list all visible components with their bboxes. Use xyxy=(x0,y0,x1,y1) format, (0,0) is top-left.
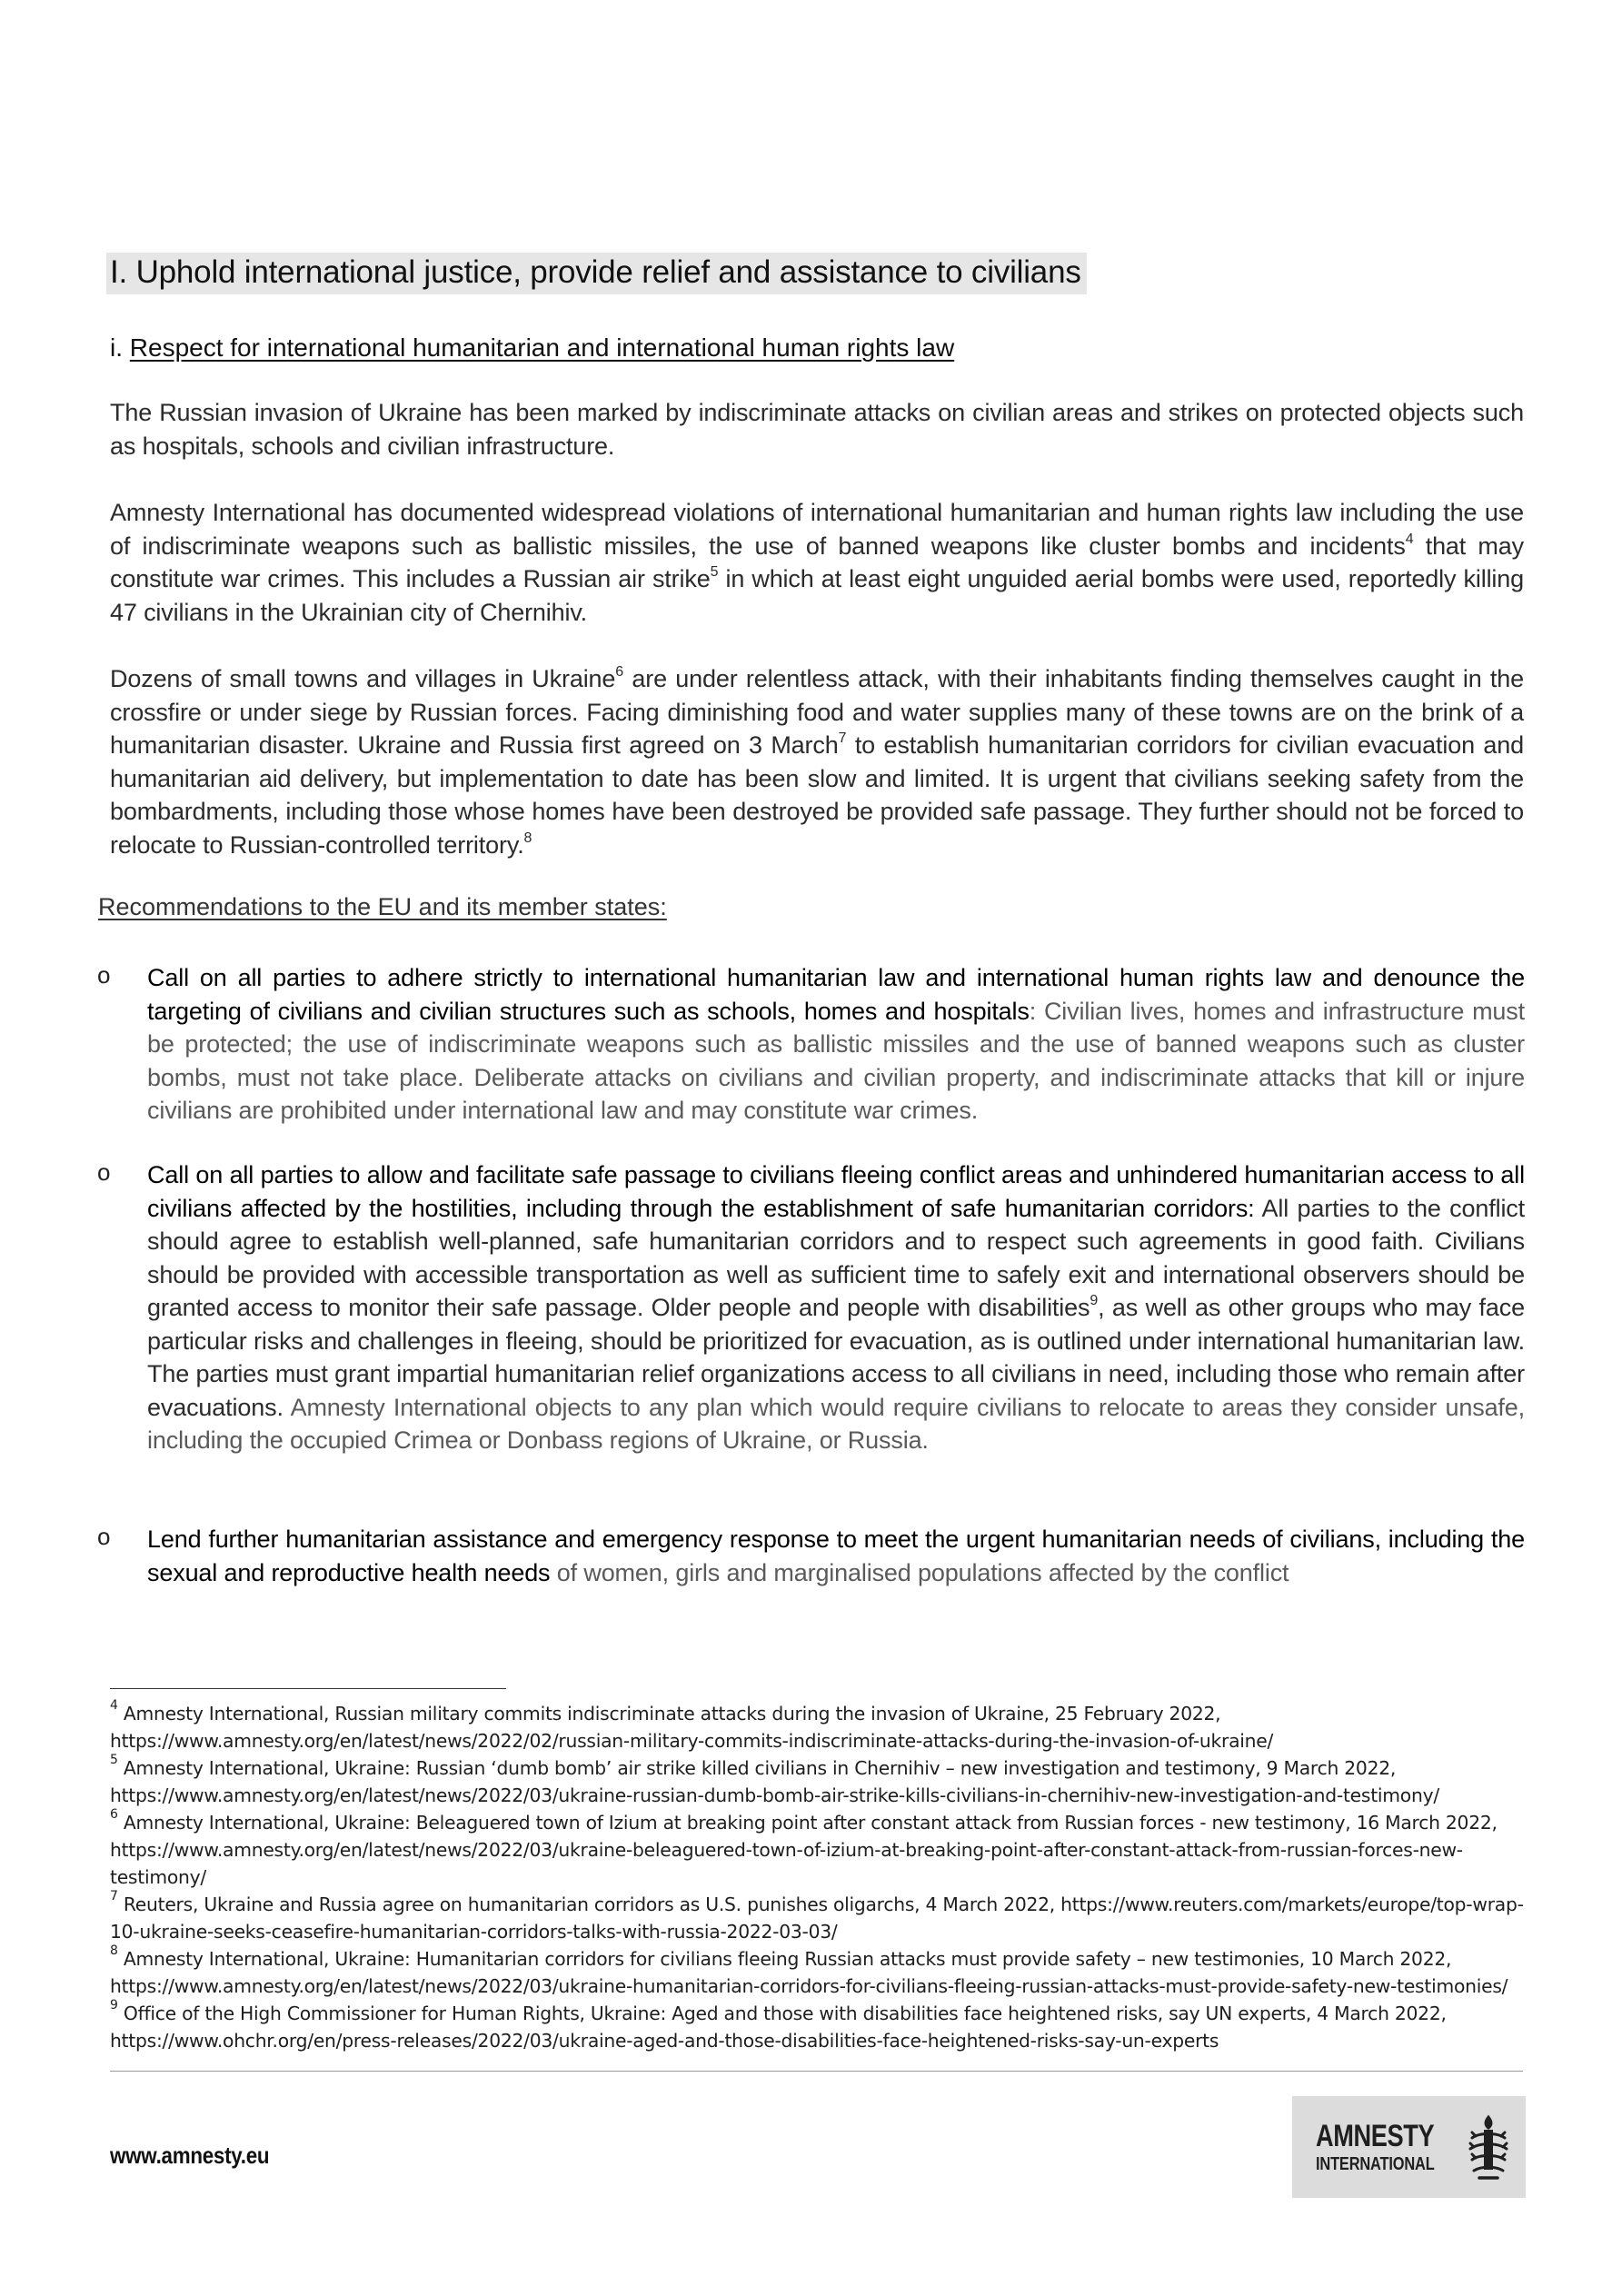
footnote-ref: 4 xyxy=(1405,531,1414,547)
recommendation-1: Call on all parties to adhere strictly to international humanitarian law and international human rights law and denounce the targeting of civilians and civilian structures such as schools, homes and hospitals: Civilian lives, homes and infrastructure must be protected; the use of indiscriminate weapons such as ballistic missiles and the use of banned weapons such as cluster bombs, must not take place. Deliberate attacks on civilians and civilian property, and indiscriminate attacks that kill or injure civilians are prohibited under international law and may constitute war crimes. xyxy=(147,964,1525,1124)
logo-text-international: INTERNATIONAL xyxy=(1316,2154,1435,2174)
section-heading: I. Uphold international justice, provide relief and assistance to civilians xyxy=(106,253,1087,294)
footnote-ref: 6 xyxy=(615,664,624,680)
recommendation-3: Lend further humanitarian assistance and emergency response to meet the urgent humanitarian needs of civilians, including the sexual and reproductive health needs of women, girls and marginalised populations affected by the conflict xyxy=(147,1526,1525,1586)
footer-url: www.amnesty.eu xyxy=(110,2142,270,2169)
footnote-ref: 5 xyxy=(710,564,719,580)
bullet-marker: o xyxy=(97,961,111,989)
footnote: $^9$ Office of the High Commissioner for Human Rights, Ukraine: Aged and those with disabilities face heightened risks, say UN experts, 4 March 2022, https://www.ohchr.org/en/press-releases/2022/03/ukraine-aged-and-those-disabilities-face-heightened-risks-say-un-experts xyxy=(110,1998,1447,2052)
recommendation-2: Call on all parties to allow and facilitate safe passage to civilians fleeing conflict areas and unhindered humanitarian access to all civilians affected by the hostilities, including through the establishment of safe humanitarian corridors: All parties to the conflict should agree to establish well-planned, safe humanitarian corridors and to respect such agreements in good faith. Civilians should be provided with accessible transportation as well as sufficient time to safely exit and international observers should be granted access to monitor their safe passage. Older people and people with disabilities$^9$, as well as other groups who may face particular risks and challenges in fleeing, should be prioritized for evacuation, as is outlined under international humanitarian law. The parties must grant impartial humanitarian relief organizations access to all civilians in need, including those who remain after evacuations. Amnesty International objects to any plan which would require civilians to relocate to areas they consider unsafe, including the occupied Crimea or Donbass regions of Ukraine, or Russia. xyxy=(147,1161,1526,1454)
sub-heading xyxy=(110,333,954,363)
footnote-ref: 7 xyxy=(838,731,847,746)
footnotes xyxy=(110,1700,1527,2054)
footnote: $^5$ Amnesty International, Ukraine: Russian ‘dumb bomb’ air strike killed civilians in Chernihiv – new investigation and testimony, 9 March 2022, https://www.amnesty.org/en/latest/news/2022/03/ukraine-russian-dumb-bomb-air-strike-kills-civilians-in-chernihiv-new-investigation-and-testimony/ xyxy=(110,1753,1439,1806)
footnote: $^8$ Amnesty International, Ukraine: Humanitarian corridors for civilians fleeing Russian attacks must provide safety – new testimonies, 10 March 2022, https://www.amnesty.org/en/latest/news/2022/03/ukraine-humanitarian-corridors-for-civilians-fleeing-russian-attacks-must-provide-safety-new-testimonies/ xyxy=(110,1943,1508,1997)
footnote: $^7$ Reuters, Ukraine and Russia agree on humanitarian corridors as U.S. punishes oligarchs, 4 March 2022, https://www.reuters.com/markets/europe/top-wrap-10-ukraine-seeks-ceasefire-humanitarian-corridors-talks-with-russia-2022-03-03/ xyxy=(110,1889,1524,1943)
footnote-ref: 8 xyxy=(523,830,532,846)
candle-in-barbed-wire-icon xyxy=(1467,2114,1510,2182)
sub-heading-number: i. xyxy=(110,333,123,362)
footnote: $^4$ Amnesty International, Russian military commits indiscriminate attacks during the invasion of Ukraine, 25 February 2022, https://www.amnesty.org/en/latest/news/2022/02/russian-military-commits-indiscriminate-attacks-during-the-invasion-of-ukraine/ xyxy=(110,1698,1274,1752)
paragraph-2: Amnesty International has documented widespread violations of international humanitarian and human rights law including the use of indiscriminate weapons such as ballistic missiles, the use of banned weapons like cluster bombs and incidents$^4$ that may constitute war crimes. This includes a Russian air strike$^5$ in which at least eight unguided aerial bombs were used, reportedly killing 47 civilians in the Ukrainian city of Chernihiv. xyxy=(110,499,1524,626)
sub-heading-title: Respect for international humanitarian and international human rights law xyxy=(129,333,955,362)
paragraph-1: The Russian invasion of Ukraine has been marked by indiscriminate attacks on civilian areas and strikes on protected objects such as hospitals, schools and civilian infrastructure. xyxy=(110,399,1524,460)
paragraph-3: Dozens of small towns and villages in Ukraine$^6$ are under relentless attack, with their inhabitants finding themselves caught in the crossfire or under siege by Russian forces. Facing diminishing food and water supplies many of these towns are on the brink of a humanitarian disaster. Ukraine and Russia first agreed on 3 March$^7$ to establish humanitarian corridors for civilian evacuation and humanitarian aid delivery, but implementation to date has been slow and limited. It is urgent that civilians seeking safety from the bombardments, including those whose homes have been destroyed be provided safe passage. They further should not be forced to relocate to Russian-controlled territory.$^8$ xyxy=(110,664,1524,859)
bullet-marker: o xyxy=(97,1158,111,1186)
logo-text-amnesty: AMNESTY xyxy=(1316,2119,1435,2153)
recommendations-heading: Recommendations to the EU and its member states: xyxy=(98,893,667,920)
footnote-ref: 9 xyxy=(1090,1293,1099,1308)
footnote-separator xyxy=(110,1688,506,1689)
bullet-marker: o xyxy=(97,1523,111,1550)
footnote-end-rule xyxy=(110,2071,1523,2072)
footnote: $^6$ Amnesty International, Ukraine: Beleaguered town of Izium at breaking point after constant attack from Russian forces - new testimony, 16 March 2022, https://www.amnesty.org/en/latest/news/2022/03/ukraine-beleaguered-town-of-izium-at-breaking-point-after-constant-attack-from-russian-forces-new-testimony/ xyxy=(110,1807,1498,1888)
amnesty-logo xyxy=(1292,2096,1526,2198)
